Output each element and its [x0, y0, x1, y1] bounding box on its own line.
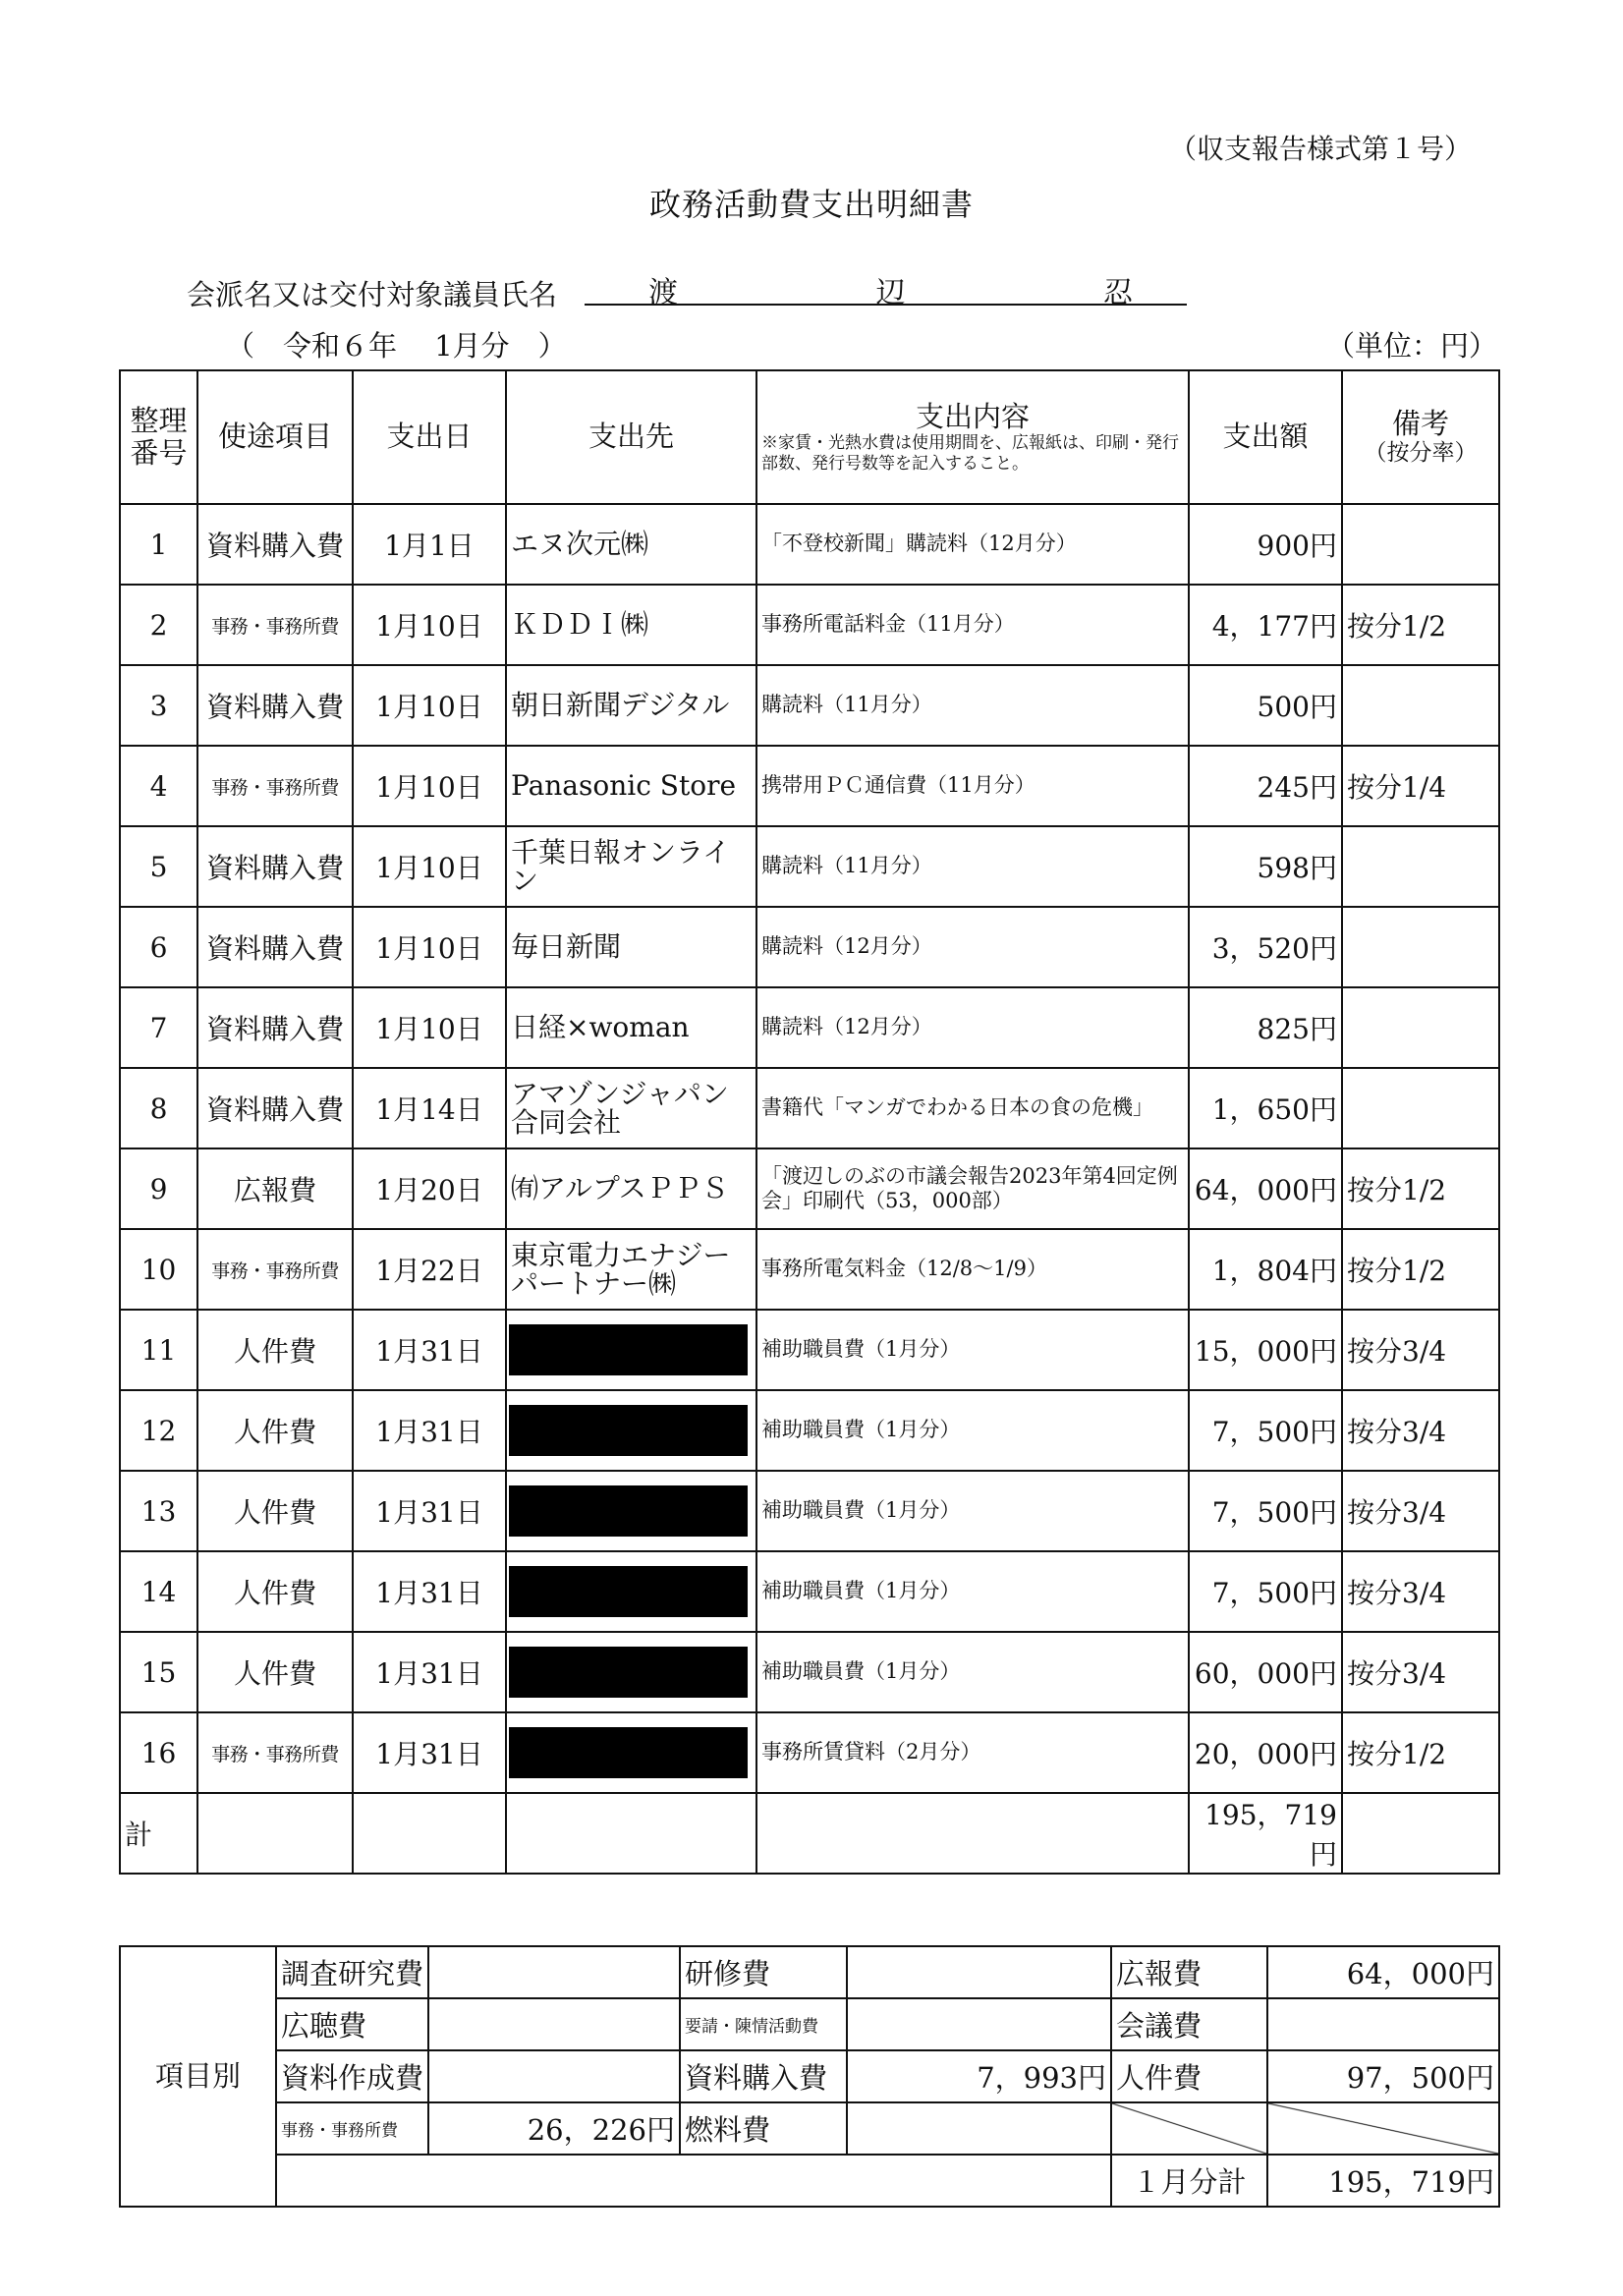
row-category: 人件費 — [197, 1310, 353, 1390]
expenditure-table — [119, 369, 1500, 1875]
summary-label: 人件費 — [1111, 2050, 1267, 2102]
row-date: 1月31日 — [353, 1551, 506, 1632]
table-row — [120, 1551, 1499, 1632]
row-description: 購読料（12月分） — [756, 987, 1189, 1068]
table-row — [120, 1068, 1499, 1148]
row-remarks: 按分1/2 — [1342, 1148, 1499, 1229]
summary-label: 資料購入費 — [680, 2050, 847, 2102]
total-blank-cell — [756, 1793, 1189, 1874]
table-row — [120, 1310, 1499, 1390]
header-category: 使途項目 — [197, 370, 353, 504]
row-payee — [506, 1632, 756, 1712]
row-amount: 7，500円 — [1189, 1551, 1342, 1632]
row-date: 1月10日 — [353, 665, 506, 746]
header-date: 支出日 — [353, 370, 506, 504]
summary-label: 会議費 — [1111, 1998, 1267, 2050]
row-description: 書籍代「マンガでわかる日本の食の危機」 — [756, 1068, 1189, 1148]
row-category: 資料購入費 — [197, 504, 353, 585]
row-number: 2 — [120, 585, 197, 665]
total-blank-cell — [506, 1793, 756, 1874]
row-remarks: 按分1/2 — [1342, 1229, 1499, 1310]
header-remarks-title: 備考 — [1391, 407, 1449, 441]
row-description: 購読料（11月分） — [756, 665, 1189, 746]
summary-value — [847, 1946, 1111, 1998]
redaction-block — [509, 1566, 748, 1617]
row-number: 14 — [120, 1551, 197, 1632]
row-category: 広報費 — [197, 1148, 353, 1229]
row-amount: 245円 — [1189, 746, 1342, 826]
row-description: 事務所電気料金（12/8～1/9） — [756, 1229, 1189, 1310]
row-amount: 60，000円 — [1189, 1632, 1342, 1712]
table-row — [120, 826, 1499, 907]
table-row — [120, 1471, 1499, 1551]
row-number: 9 — [120, 1148, 197, 1229]
row-category: 事務・事務所費 — [197, 746, 353, 826]
row-number: 3 — [120, 665, 197, 746]
row-description: 「不登校新聞」購読料（12月分） — [756, 504, 1189, 585]
row-remarks: 按分1/2 — [1342, 1712, 1499, 1793]
row-remarks: 按分3/4 — [1342, 1310, 1499, 1390]
row-category: 資料購入費 — [197, 987, 353, 1068]
row-category: 人件費 — [197, 1471, 353, 1551]
row-description: 補助職員費（1月分） — [756, 1471, 1189, 1551]
row-category: 事務・事務所費 — [197, 585, 353, 665]
row-amount: 1，650円 — [1189, 1068, 1342, 1148]
summary-value — [428, 1998, 680, 2050]
table-row — [120, 746, 1499, 826]
header-description-title: 支出内容 — [915, 399, 1030, 433]
row-date: 1月10日 — [353, 746, 506, 826]
row-description: 補助職員費（1月分） — [756, 1551, 1189, 1632]
header-remarks-sub: （按分率） — [1364, 440, 1478, 467]
row-payee: エヌ次元㈱ — [506, 504, 756, 585]
month-total-value: 195，719円 — [1267, 2155, 1499, 2207]
header-remarks — [1342, 370, 1499, 504]
row-category: 事務・事務所費 — [197, 1229, 353, 1310]
unit-label: （単位：円） — [1326, 329, 1498, 363]
row-payee: 毎日新聞 — [506, 907, 756, 987]
row-date: 1月31日 — [353, 1712, 506, 1793]
row-remarks: 按分1/4 — [1342, 746, 1499, 826]
row-number: 5 — [120, 826, 197, 907]
summary-value: 7，993円 — [847, 2050, 1111, 2102]
row-date: 1月10日 — [353, 907, 506, 987]
redaction-block — [509, 1727, 748, 1778]
row-description: 「渡辺しのぶの市議会報告2023年第4回定例会」印刷代（53，000部） — [756, 1148, 1189, 1229]
table-row — [120, 907, 1499, 987]
form-id: （収支報告様式第１号） — [1169, 133, 1473, 165]
row-category: 事務・事務所費 — [197, 1712, 353, 1793]
header-amount: 支出額 — [1189, 370, 1342, 504]
row-category: 人件費 — [197, 1390, 353, 1471]
table-row — [120, 987, 1499, 1068]
row-number: 4 — [120, 746, 197, 826]
category-summary-table — [119, 1945, 1500, 2208]
row-amount: 7，500円 — [1189, 1390, 1342, 1471]
row-payee: ㈲アルプスＰＰＳ — [506, 1148, 756, 1229]
summary-label: 資料作成費 — [276, 2050, 428, 2102]
row-number: 8 — [120, 1068, 197, 1148]
summary-diagonal-cell — [1111, 2102, 1267, 2155]
row-payee: アマゾンジャパン合同会社 — [506, 1068, 756, 1148]
row-number: 6 — [120, 907, 197, 987]
total-amount: 195，719円 — [1189, 1793, 1342, 1874]
table-row — [120, 1390, 1499, 1471]
row-remarks — [1342, 1068, 1499, 1148]
header-payee: 支出先 — [506, 370, 756, 504]
total-blank-cell — [197, 1793, 353, 1874]
header-description — [756, 370, 1189, 504]
redaction-block — [509, 1647, 748, 1698]
row-description: 事務所賃貸料（2月分） — [756, 1712, 1189, 1793]
summary-label: 広報費 — [1111, 1946, 1267, 1998]
row-category: 資料購入費 — [197, 1068, 353, 1148]
row-description: 携帯用ＰＣ通信費（11月分） — [756, 746, 1189, 826]
row-amount: 500円 — [1189, 665, 1342, 746]
table-row — [120, 1712, 1499, 1793]
report-period: （ 令和６年 1月分 ） — [226, 329, 567, 363]
row-remarks: 按分3/4 — [1342, 1471, 1499, 1551]
row-category: 資料購入費 — [197, 665, 353, 746]
row-number: 13 — [120, 1471, 197, 1551]
summary-side-label: 項目別 — [120, 1946, 276, 2207]
row-amount: 3，520円 — [1189, 907, 1342, 987]
row-number: 11 — [120, 1310, 197, 1390]
row-number: 10 — [120, 1229, 197, 1310]
member-name-part: 忍 — [1103, 276, 1133, 310]
row-number: 1 — [120, 504, 197, 585]
row-category: 人件費 — [197, 1551, 353, 1632]
row-number: 12 — [120, 1390, 197, 1471]
summary-value: 97，500円 — [1267, 2050, 1499, 2102]
row-amount: 900円 — [1189, 504, 1342, 585]
summary-value — [847, 1998, 1111, 2050]
row-description: 補助職員費（1月分） — [756, 1390, 1189, 1471]
total-row — [120, 1793, 1499, 1874]
row-payee — [506, 1310, 756, 1390]
row-payee: 日経×woman — [506, 987, 756, 1068]
redaction-block — [509, 1324, 748, 1375]
table-row — [120, 1632, 1499, 1712]
row-amount: 4，177円 — [1189, 585, 1342, 665]
summary-label: 事務・事務所費 — [276, 2102, 428, 2155]
summary-label: 要請・陳情活動費 — [680, 1998, 847, 2050]
table-row — [120, 504, 1499, 585]
row-date: 1月31日 — [353, 1632, 506, 1712]
row-remarks — [1342, 665, 1499, 746]
row-number: 15 — [120, 1632, 197, 1712]
row-remarks: 按分1/2 — [1342, 585, 1499, 665]
member-label: 会派名又は交付対象議員氏名 — [187, 278, 558, 311]
row-date: 1月14日 — [353, 1068, 506, 1148]
table-row — [120, 585, 1499, 665]
row-date: 1月22日 — [353, 1229, 506, 1310]
row-payee: ＫＤＤＩ㈱ — [506, 585, 756, 665]
summary-value: 26，226円 — [428, 2102, 680, 2155]
row-amount: 7，500円 — [1189, 1471, 1342, 1551]
member-name-part: 渡 — [648, 276, 678, 310]
redaction-block — [509, 1405, 748, 1456]
row-date: 1月10日 — [353, 987, 506, 1068]
row-date: 1月10日 — [353, 585, 506, 665]
row-date: 1月31日 — [353, 1471, 506, 1551]
summary-value — [847, 2102, 1111, 2155]
row-amount: 598円 — [1189, 826, 1342, 907]
row-date: 1月10日 — [353, 826, 506, 907]
row-category: 人件費 — [197, 1632, 353, 1712]
member-name-part: 辺 — [875, 276, 906, 310]
row-payee: 朝日新聞デジタル — [506, 665, 756, 746]
row-remarks: 按分3/4 — [1342, 1632, 1499, 1712]
total-blank-cell — [353, 1793, 506, 1874]
row-amount: 20，000円 — [1189, 1712, 1342, 1793]
total-blank-cell — [1342, 1793, 1499, 1874]
summary-label: 燃料費 — [680, 2102, 847, 2155]
row-payee: 東京電力エナジーパートナー㈱ — [506, 1229, 756, 1310]
summary-diagonal-cell — [1267, 2102, 1499, 2155]
row-payee — [506, 1551, 756, 1632]
summary-blank-cell — [276, 2155, 1111, 2207]
row-remarks: 按分3/4 — [1342, 1390, 1499, 1471]
summary-value: 64，000円 — [1267, 1946, 1499, 1998]
row-remarks — [1342, 987, 1499, 1068]
table-header-row — [120, 370, 1499, 504]
redaction-block — [509, 1485, 748, 1537]
summary-value — [428, 2050, 680, 2102]
row-number: 16 — [120, 1712, 197, 1793]
row-date: 1月31日 — [353, 1310, 506, 1390]
row-description: 補助職員費（1月分） — [756, 1632, 1189, 1712]
table-row — [120, 665, 1499, 746]
summary-label: 研修費 — [680, 1946, 847, 1998]
row-remarks — [1342, 504, 1499, 585]
table-row — [120, 1229, 1499, 1310]
row-payee — [506, 1471, 756, 1551]
member-name — [585, 268, 1187, 310]
row-amount: 825円 — [1189, 987, 1342, 1068]
row-payee — [506, 1390, 756, 1471]
row-payee: 千葉日報オンライン — [506, 826, 756, 907]
summary-label: 調査研究費 — [276, 1946, 428, 1998]
table-row — [120, 1148, 1499, 1229]
row-remarks — [1342, 826, 1499, 907]
row-amount: 15，000円 — [1189, 1310, 1342, 1390]
header-description-note: ※家賃・光熱水費は使用期間を、広報紙は、印刷・発行部数、発行号数等を記入すること。 — [761, 433, 1179, 474]
row-description: 購読料（12月分） — [756, 907, 1189, 987]
summary-value — [428, 1946, 680, 1998]
row-category: 資料購入費 — [197, 826, 353, 907]
row-number: 7 — [120, 987, 197, 1068]
page-title: 政務活動費支出明細書 — [648, 186, 974, 223]
row-category: 資料購入費 — [197, 907, 353, 987]
row-date: 1月31日 — [353, 1390, 506, 1471]
row-payee — [506, 1712, 756, 1793]
row-date: 1月20日 — [353, 1148, 506, 1229]
row-remarks: 按分3/4 — [1342, 1551, 1499, 1632]
row-description: 購読料（11月分） — [756, 826, 1189, 907]
row-description: 事務所電話料金（11月分） — [756, 585, 1189, 665]
total-label: 計 — [120, 1793, 197, 1874]
row-amount: 1，804円 — [1189, 1229, 1342, 1310]
summary-value — [1267, 1998, 1499, 2050]
row-description: 補助職員費（1月分） — [756, 1310, 1189, 1390]
summary-label: 広聴費 — [276, 1998, 428, 2050]
header-no: 整理番号 — [120, 370, 197, 504]
row-remarks — [1342, 907, 1499, 987]
row-payee: Panasonic Store — [506, 746, 756, 826]
row-amount: 64，000円 — [1189, 1148, 1342, 1229]
month-total-label: １月分計 — [1111, 2155, 1267, 2207]
row-date: 1月1日 — [353, 504, 506, 585]
